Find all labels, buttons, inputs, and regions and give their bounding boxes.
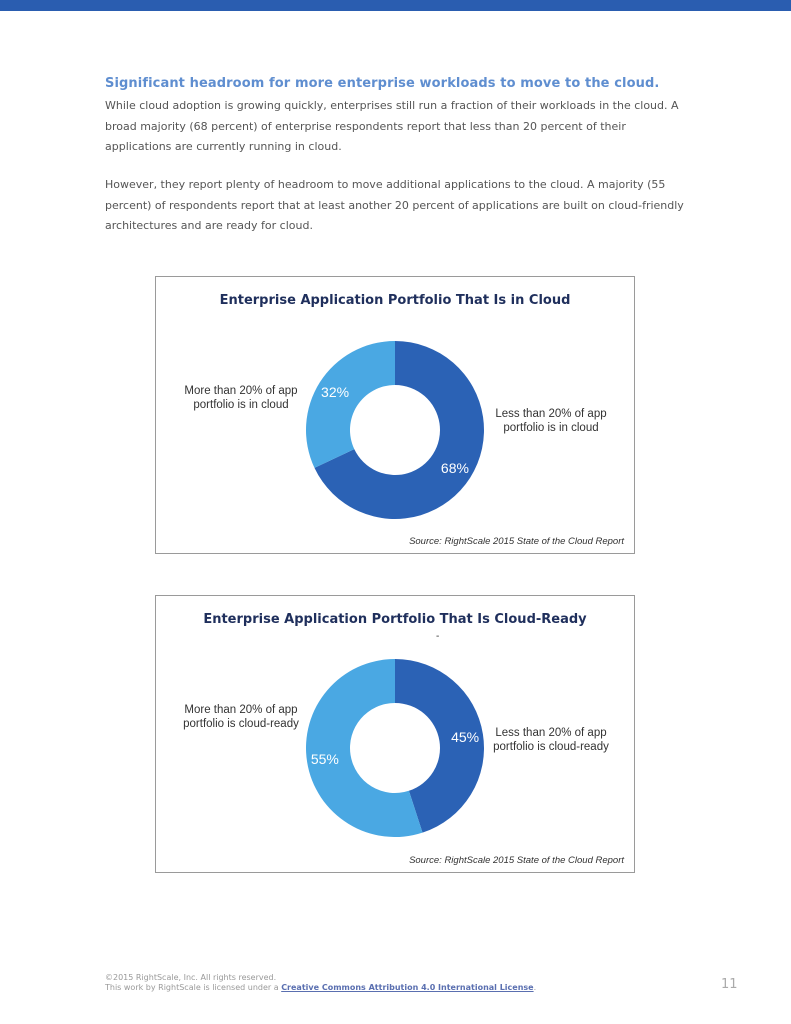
slice-label-more-than-20 — [176, 384, 306, 412]
slice-value-label-0: 68% — [440, 460, 469, 477]
page-number: 11 — [721, 977, 738, 992]
label-text: Less than 20% of app portfolio is in cloud — [495, 408, 607, 434]
slice-label-more-than-20 — [176, 703, 306, 731]
donut-slice-1 — [306, 341, 395, 468]
top-color-bar — [0, 0, 791, 11]
license-link[interactable]: Creative Commons Attribution 4.0 International License — [281, 983, 534, 992]
paragraph-2: However, they report plenty of headroom to move additional applications to the cloud. A majority (55 percent) of respondents report that at least another 20 percent of applications are built on cloud-friendly architectures and are ready for cloud. — [105, 178, 684, 232]
slice-value-label-1: 55% — [310, 751, 339, 768]
label-text: More than 20% of app portfolio is cloud-ready — [183, 704, 299, 730]
chart-in-cloud — [155, 276, 635, 554]
slice-value-label-1: 32% — [321, 383, 350, 400]
chart-source: Source: RightScale 2015 State of the Cloud Report — [409, 855, 624, 866]
chart-title: Enterprise Application Portfolio That Is Cloud-Ready — [203, 612, 587, 627]
footer — [105, 973, 536, 993]
copyright-text: ©2015 RightScale, Inc. All rights reserved. — [105, 973, 277, 982]
slice-label-less-than-20 — [486, 407, 616, 435]
chart-cloud-ready — [155, 595, 635, 873]
slice-value-label-0: 45% — [451, 728, 480, 745]
license-line — [105, 983, 536, 993]
license-suffix: . — [533, 983, 537, 992]
label-text: More than 20% of app portfolio is in cloud — [184, 385, 298, 411]
stray-marker: - — [436, 631, 440, 642]
section-heading: Significant headroom for more enterprise workloads to move to the cloud. — [105, 76, 660, 91]
license-prefix: This work by RightScale is licensed under a — [105, 983, 282, 992]
slice-label-less-than-20 — [486, 726, 616, 754]
paragraph-1: While cloud adoption is growing quickly, enterprises still run a fraction of their workloads in the cloud. A broad majority (68 percent) of enterprise respondents report that less than 20 percent of their applications are currently running in cloud. — [105, 99, 679, 153]
chart-source: Source: RightScale 2015 State of the Cloud Report — [409, 536, 624, 547]
chart-title: Enterprise Application Portfolio That Is in Cloud — [219, 293, 571, 308]
label-text: Less than 20% of app portfolio is cloud-ready — [493, 727, 609, 753]
